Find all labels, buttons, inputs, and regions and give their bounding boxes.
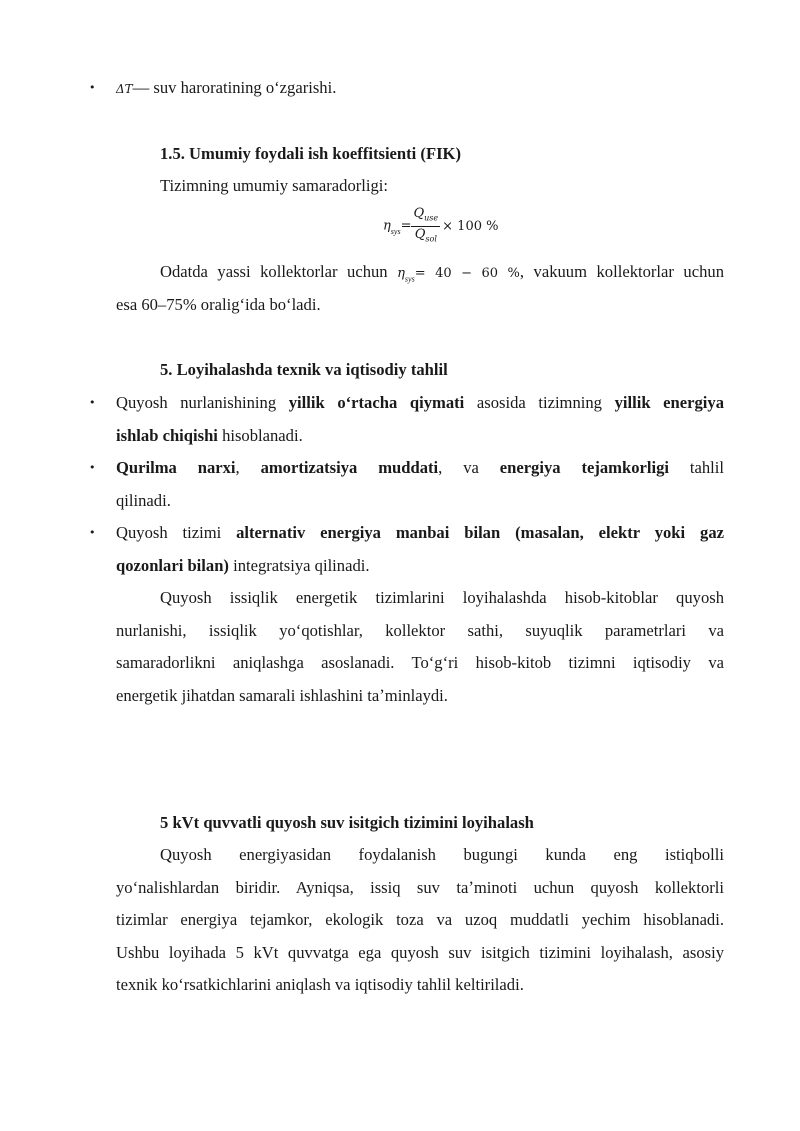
inline-eta-sub: sys xyxy=(404,274,415,284)
bullet-text: Quyosh nurlanishining xyxy=(116,393,289,412)
inline-value: = 40 − 60 % xyxy=(414,266,520,281)
section-5kvt-title: 5 kVt quvvatli quyosh suv isitgich tizimini loyihalash xyxy=(160,813,534,832)
paragraph-line: esa 60–75% oraligʻida boʻladi. xyxy=(116,294,321,314)
paragraph-line: yoʻnalishlardan biridir. Ayniqsa, issiq suv taʼminoti uchun quyosh kollektorli xyxy=(116,877,724,897)
bullet-bold-text: qozonlari bilan) xyxy=(116,555,229,575)
paragraph-line: tizimlar energiya tejamkor, ekologik toza va uzoq muddatli yechim hisoblanadi. xyxy=(116,910,724,930)
bullet-item xyxy=(116,452,724,517)
formula-eta: η xyxy=(383,218,391,234)
efficiency-formula xyxy=(383,206,498,246)
paragraph-text: , vakuum kollektorlar uchun xyxy=(519,262,724,281)
paragraph-text: Quyosh energiyasidan foydalanish bugungi kunda eng istiqbolli xyxy=(160,845,724,864)
paragraph-text: Quyosh issiqlik energetik tizimlarini loyihalashda hisob-kitoblar quyosh xyxy=(160,588,724,607)
paragraph-line xyxy=(116,256,724,289)
bullet-marker: • xyxy=(89,81,96,94)
bullet-bold-text: energiya tejamkorligi xyxy=(499,458,669,477)
formula-tail: × 100 % xyxy=(442,218,499,234)
formula-fraction xyxy=(411,206,440,246)
bullet-bold-text: yillik oʻrtacha qiymati xyxy=(288,393,465,412)
bullet-bold-text: ishlab chiqishi xyxy=(116,425,218,445)
bullet-marker: • xyxy=(89,396,96,409)
section-1-5-intro: Tizimning umumiy samaradorligi: xyxy=(160,176,389,195)
bullet-line xyxy=(116,485,724,518)
section-1-5-paragraph xyxy=(116,256,724,321)
formula-numerator-sub: use xyxy=(424,213,439,223)
section-5-title: 5. Loyihalashda texnik va iqtisodiy tahlil xyxy=(160,360,448,379)
bullet-text: Quyosh tizimi xyxy=(116,523,237,542)
delta-t-symbol: ΔT xyxy=(116,82,133,96)
bullet-bold-text: yillik energiya xyxy=(614,393,725,412)
bullet-text: , xyxy=(235,458,261,477)
bullet-text: qilinadi. xyxy=(116,490,171,510)
bullet-marker: • xyxy=(89,461,96,474)
section-1-5-title: 1.5. Umumiy foydali ish koeffitsienti (FIK) xyxy=(160,144,461,163)
formula-eta-sub: sys xyxy=(390,227,401,237)
formula-denominator-sub: sol xyxy=(425,234,437,244)
formula-denominator: Q xyxy=(414,226,426,242)
bullet-bold-text: Qurilma narxi xyxy=(116,458,236,477)
bullet-text: , va xyxy=(438,458,500,477)
bullet-line xyxy=(116,387,724,420)
section-5kvt-paragraph xyxy=(116,839,724,1002)
bullet-bold-text: amortizatsiya muddati xyxy=(260,458,439,477)
delta-t-text: — suv haroratining oʻzgarishi. xyxy=(132,78,337,97)
paragraph-line: texnik koʻrsatkichlarini aniqlash va iqtisodiy tahlil keltiriladi. xyxy=(116,975,524,995)
bullet-line xyxy=(116,517,724,550)
section-5-paragraph xyxy=(116,582,724,712)
paragraph-line: samaradorlikni aniqlashga asoslanadi. Toʻgʻri hisob-kitob tizimni iqtisodiy va xyxy=(116,653,724,673)
paragraph-line: Ushbu loyihada 5 kVt quvvatga ega quyosh suv isitgich tizimini loyihalash, asosiy xyxy=(116,942,724,962)
bullet-line xyxy=(116,452,724,485)
delta-t-line xyxy=(116,78,336,99)
bullet-item xyxy=(116,517,724,582)
paragraph-line xyxy=(116,582,724,615)
formula-numerator: Q xyxy=(413,206,425,221)
bullet-text: integratsiya qilinadi. xyxy=(228,555,370,575)
paragraph-text: Odatda yassi kollektorlar uchun xyxy=(160,262,388,281)
bullet-marker: • xyxy=(89,526,96,539)
inline-eta: η xyxy=(397,266,405,281)
bullet-line xyxy=(116,550,724,583)
paragraph-line: energetik jihatdan samarali ishlashini taʼminlaydi. xyxy=(116,685,448,705)
paragraph-line xyxy=(116,839,724,872)
bullet-text: hisoblanadi. xyxy=(217,425,303,445)
bullet-line xyxy=(116,420,724,453)
bullet-text: tahlil xyxy=(669,458,724,477)
bullet-bold-text: alternativ energiya manbai bilan (masalan, elektr yoki gaz xyxy=(236,523,724,542)
bullet-text: asosida tizimning xyxy=(464,393,615,412)
bullet-item xyxy=(116,387,724,452)
paragraph-line: nurlanishi, issiqlik yoʻqotishlar, kollektor sathi, suyuqlik parametrlari va xyxy=(116,620,724,640)
formula-equals: = xyxy=(400,218,412,234)
